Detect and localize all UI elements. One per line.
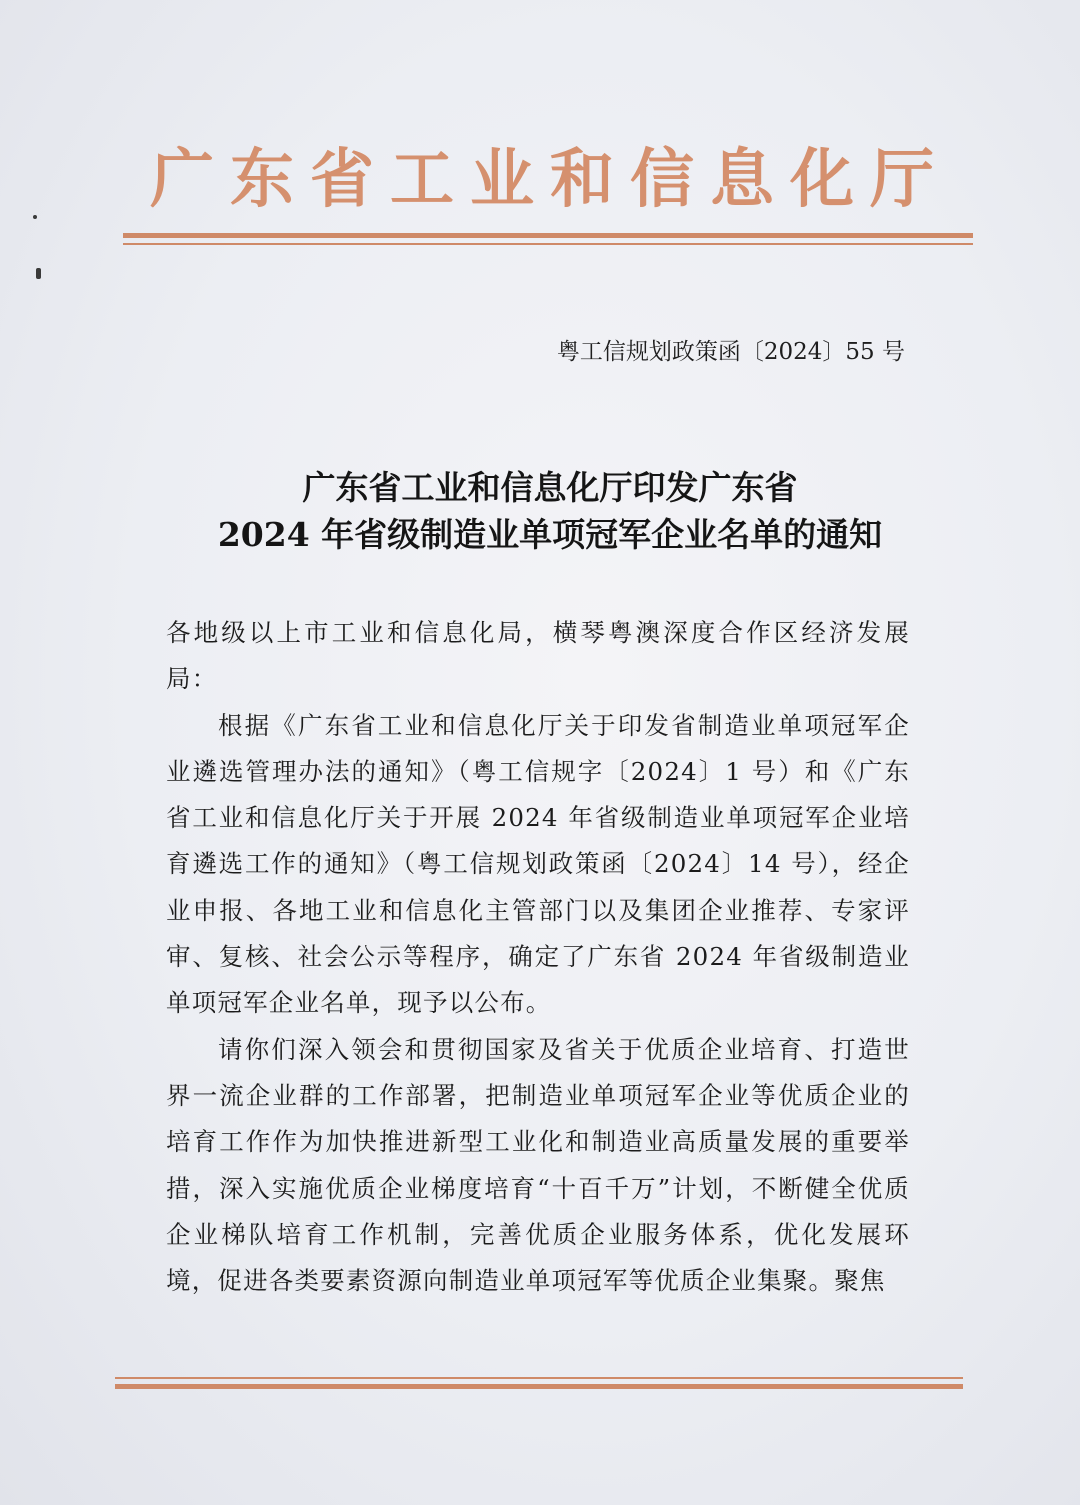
- footer-rule-thin: [115, 1377, 963, 1379]
- document-number: 粤工信规划政策函〔2024〕55 号: [556, 339, 905, 365]
- document-body: [166, 610, 910, 1304]
- scan-mark-comma: [36, 268, 41, 279]
- footer-rule-thick: [115, 1384, 963, 1389]
- document-title-line-2: 2024 年省级制造业单项冠军企业名单的通知: [217, 515, 883, 554]
- body-paragraph-2: 请你们深入领会和贯彻国家及省关于优质企业培育、打造世界一流企业群的工作部署，把制造业单项冠军企业等优质企业的培育工作作为加快推进新型工业化和制造业高质量发展的重要举措，深入实施优质企业梯度培育“十百千万”计划，不断健全优质企业梯队培育工作机制，完善优质企业服务体系，优化发展环境，促进各类要素资源向制造业单项冠军等优质企业集聚。聚焦: [166, 1034, 910, 1296]
- scan-mark-dot: [33, 215, 37, 219]
- body-paragraph-1: 根据《广东省工业和信息化厅关于印发省制造业单项冠军企业遴选管理办法的通知》（粤工信规字〔2024〕1 号）和《广东省工业和信息化厅关于开展 2024 年省级制造业单项冠军企业培育遴选工作的通知》（粤工信规划政策函〔2024〕14 号），经企业申报、各地工业和信息化主管部门以及集团企业推荐、专家评审、复核、社会公示等程序，确定了广东省 2024 年省级制造业单项冠军企业名单，现予以公布。: [166, 710, 910, 1018]
- document-title-line-1: 广东省工业和信息化厅印发广东省: [302, 468, 798, 507]
- letterhead-rule-thick: [123, 233, 973, 238]
- letterhead-agency-name: 广东省工业和信息化厅: [150, 143, 950, 217]
- letterhead-rule-thin: [123, 243, 973, 245]
- salutation: 各地级以上市工业和信息化局，横琴粤澳深度合作区经济发展局：: [166, 618, 910, 694]
